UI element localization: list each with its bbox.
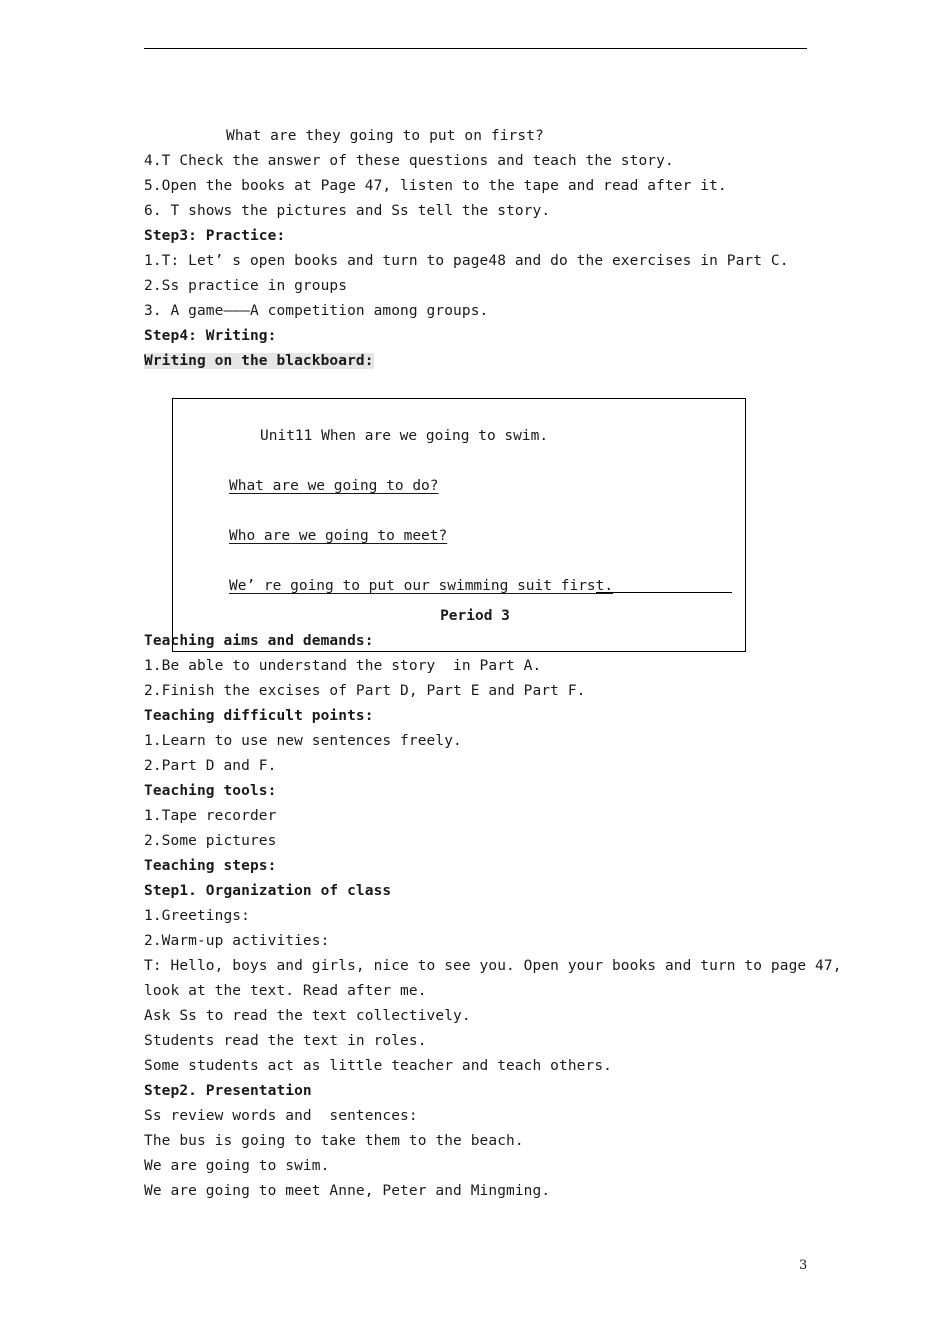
step2-heading: Step2. Presentation	[144, 1083, 312, 1099]
blackboard-heading	[144, 349, 374, 374]
period-title: Period 3	[440, 608, 510, 624]
text-line: We are going to swim.	[144, 1158, 330, 1174]
text-line: 1.T: Let’ s open books and turn to page48 and do the exercises in Part C.	[144, 253, 789, 269]
text-line: 4.T Check the answer of these questions and teach the story.	[144, 153, 674, 169]
aims-heading: Teaching aims and demands:	[144, 633, 374, 649]
tools-heading: Teaching tools:	[144, 783, 277, 799]
text-line: Some students act as little teacher and teach others.	[144, 1058, 612, 1074]
text-line: Ss review words and sentences:	[144, 1108, 418, 1124]
blackboard-line: We’ re going to put our swimming suit first.	[229, 578, 614, 594]
text-line: The bus is going to take them to the beach.	[144, 1133, 524, 1149]
text-line: 1.Tape recorder	[144, 808, 277, 824]
text-line: What are they going to put on first?	[226, 128, 544, 144]
text-line: 1.Learn to use new sentences freely.	[144, 733, 462, 749]
step1-heading: Step1. Organization of class	[144, 883, 392, 899]
text-line: 2.Ss practice in groups	[144, 278, 348, 294]
text-line: 2.Finish the excises of Part D, Part E and Part F.	[144, 683, 586, 699]
difficult-heading: Teaching difficult points:	[144, 708, 374, 724]
header-rule	[144, 48, 807, 49]
text-line: 2.Warm-up activities:	[144, 933, 330, 949]
text-line: Students read the text in roles.	[144, 1033, 427, 1049]
text-line: 3. A game———A competition among groups.	[144, 303, 489, 319]
blackboard-title: Unit11 When are we going to swim.	[260, 428, 549, 444]
page-number: 3	[799, 1258, 808, 1273]
text-line: T: Hello, boys and girls, nice to see you. Open your books and turn to page 47,	[144, 958, 842, 974]
step4-heading: Step4: Writing:	[144, 328, 277, 344]
text-line: Ask Ss to read the text collectively.	[144, 1008, 471, 1024]
steps-heading: Teaching steps:	[144, 858, 277, 874]
text-line: 1.Greetings:	[144, 908, 250, 924]
text-line: 6. T shows the pictures and Ss tell the story.	[144, 203, 551, 219]
blackboard-line: What are we going to do?	[229, 478, 439, 494]
blackboard-line: Who are we going to meet?	[229, 528, 448, 544]
text-line: 2.Some pictures	[144, 833, 277, 849]
text-line: 2.Part D and F.	[144, 758, 277, 774]
text-line: We are going to meet Anne, Peter and Mingming.	[144, 1183, 551, 1199]
text-line: look at the text. Read after me.	[144, 983, 427, 999]
text-line: 1.Be able to understand the story in Part A.	[144, 658, 542, 674]
blackboard-blank-underline	[596, 592, 732, 593]
step3-heading: Step3: Practice:	[144, 228, 286, 244]
text-line: 5.Open the books at Page 47, listen to the tape and read after it.	[144, 178, 727, 194]
blackboard-heading-text: Writing on the blackboard:	[144, 353, 374, 369]
